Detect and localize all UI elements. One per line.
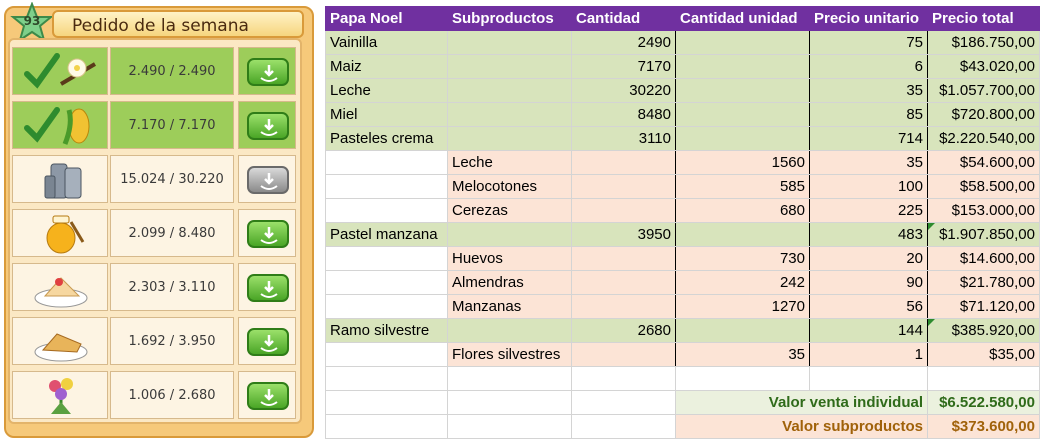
cream-cake-icon — [21, 266, 101, 315]
deliver-button[interactable] — [247, 328, 289, 356]
cell[interactable]: 75 — [810, 31, 928, 55]
order-item-icon-cell — [12, 155, 108, 203]
cell[interactable]: 20 — [810, 247, 928, 271]
cell[interactable] — [448, 55, 572, 79]
deliver-button[interactable] — [247, 382, 289, 410]
product-row — [326, 55, 1040, 79]
order-progress: 2.099 / 8.480 — [110, 209, 234, 257]
cell[interactable] — [326, 295, 448, 319]
order-progress: 15.024 / 30.220 — [110, 155, 234, 203]
flower-bouquet-icon — [21, 374, 101, 423]
deliver-button-cell — [238, 371, 296, 419]
price-table — [325, 6, 1040, 439]
cell[interactable]: 6 — [810, 55, 928, 79]
cell[interactable]: 1270 — [676, 295, 810, 319]
subproduct-row — [326, 343, 1040, 367]
cell[interactable] — [448, 367, 572, 391]
cell[interactable]: 144 — [810, 319, 928, 343]
total-label[interactable]: Valor subproductos — [676, 415, 928, 439]
cell[interactable]: $186.750,00 — [928, 31, 1040, 55]
cell[interactable] — [448, 391, 572, 415]
cell[interactable]: Cerezas — [448, 199, 572, 223]
cell[interactable]: 7170 — [572, 55, 676, 79]
cell[interactable]: $720.800,00 — [928, 103, 1040, 127]
product-row — [326, 31, 1040, 55]
header-cell[interactable]: Papa Noel — [326, 7, 448, 31]
order-item-icon-cell — [12, 209, 108, 257]
cell[interactable]: 242 — [676, 271, 810, 295]
cell[interactable] — [676, 103, 810, 127]
deliver-button-cell — [238, 263, 296, 311]
cell[interactable]: 225 — [810, 199, 928, 223]
cell[interactable]: $153.000,00 — [928, 199, 1040, 223]
cell[interactable] — [448, 319, 572, 343]
cell[interactable]: Miel — [326, 103, 448, 127]
product-row — [326, 103, 1040, 127]
deliver-button-cell — [238, 47, 296, 95]
cell[interactable]: $1.907.850,00 — [928, 223, 1040, 247]
cell[interactable] — [676, 367, 810, 391]
cell[interactable] — [326, 415, 448, 439]
order-item-icon-cell — [12, 317, 108, 365]
order-row — [12, 316, 298, 366]
subproduct-row — [326, 295, 1040, 319]
honey-jar-icon — [21, 212, 101, 261]
cell[interactable]: 1 — [810, 343, 928, 367]
header-cell[interactable]: Precio unitario — [810, 7, 928, 31]
cell[interactable] — [572, 271, 676, 295]
deliver-button-cell — [238, 209, 296, 257]
subproduct-row — [326, 175, 1040, 199]
cell[interactable]: 2490 — [572, 31, 676, 55]
subproduct-row — [326, 199, 1040, 223]
apple-pie-icon — [21, 320, 101, 369]
cell[interactable]: $71.120,00 — [928, 295, 1040, 319]
subproduct-row — [326, 151, 1040, 175]
deliver-button-cell — [238, 155, 296, 203]
cell[interactable] — [572, 295, 676, 319]
cell[interactable]: Leche — [326, 79, 448, 103]
milk-cans-icon — [21, 158, 101, 207]
cell[interactable] — [676, 127, 810, 151]
order-item-icon-cell — [12, 47, 108, 95]
cell[interactable]: $385.920,00 — [928, 319, 1040, 343]
cell[interactable]: 680 — [676, 199, 810, 223]
cell[interactable] — [448, 103, 572, 127]
cell[interactable]: 1560 — [676, 151, 810, 175]
deliver-button-cell — [238, 317, 296, 365]
deliver-button[interactable] — [247, 58, 289, 86]
blank-row — [326, 367, 1040, 391]
cell[interactable]: 56 — [810, 295, 928, 319]
cell[interactable]: $2.220.540,00 — [928, 127, 1040, 151]
total-row-individual — [326, 391, 1040, 415]
cell[interactable] — [572, 151, 676, 175]
cell[interactable] — [676, 55, 810, 79]
cell[interactable]: Manzanas — [448, 295, 572, 319]
cell[interactable]: 3110 — [572, 127, 676, 151]
total-value[interactable]: $6.522.580,00 — [928, 391, 1040, 415]
product-row — [326, 79, 1040, 103]
order-item-icon-cell — [12, 371, 108, 419]
deliver-button-cell — [238, 101, 296, 149]
cell[interactable]: Leche — [448, 151, 572, 175]
cell[interactable]: Pastel manzana — [326, 223, 448, 247]
cell[interactable]: $35,00 — [928, 343, 1040, 367]
cell[interactable]: $14.600,00 — [928, 247, 1040, 271]
total-row-subproducts — [326, 415, 1040, 439]
cell[interactable]: 3950 — [572, 223, 676, 247]
cell[interactable]: Ramo silvestre — [326, 319, 448, 343]
subproduct-row — [326, 271, 1040, 295]
header-cell[interactable]: Subproductos — [448, 7, 572, 31]
cell[interactable] — [326, 247, 448, 271]
cell[interactable] — [326, 367, 448, 391]
header-cell[interactable]: Precio total — [928, 7, 1040, 31]
cell[interactable] — [676, 223, 810, 247]
cell[interactable] — [448, 415, 572, 439]
cell[interactable]: 100 — [810, 175, 928, 199]
cell[interactable] — [448, 31, 572, 55]
cell[interactable]: 35 — [676, 343, 810, 367]
order-progress: 2.490 / 2.490 — [110, 47, 234, 95]
cell[interactable] — [326, 271, 448, 295]
cell[interactable] — [572, 199, 676, 223]
cell[interactable] — [676, 319, 810, 343]
cell[interactable]: $54.600,00 — [928, 151, 1040, 175]
order-row — [12, 100, 298, 150]
cell[interactable]: 2680 — [572, 319, 676, 343]
cell[interactable]: 85 — [810, 103, 928, 127]
weekly-order-panel — [0, 0, 318, 444]
panel-title: Pedido de la semana — [72, 16, 249, 36]
cell[interactable]: $58.500,00 — [928, 175, 1040, 199]
cell[interactable] — [572, 391, 676, 415]
spreadsheet — [325, 6, 1045, 444]
cell[interactable]: Maiz — [326, 55, 448, 79]
cell[interactable]: Vainilla — [326, 31, 448, 55]
corn-icon — [21, 104, 101, 153]
cell[interactable]: $1.057.700,00 — [928, 79, 1040, 103]
order-progress: 1.692 / 3.950 — [110, 317, 234, 365]
cell[interactable]: 730 — [676, 247, 810, 271]
cell[interactable]: Almendras — [448, 271, 572, 295]
cell[interactable] — [326, 199, 448, 223]
panel-title-bar — [52, 10, 304, 38]
cell[interactable] — [326, 391, 448, 415]
cell[interactable] — [326, 175, 448, 199]
cell[interactable] — [326, 151, 448, 175]
order-progress: 2.303 / 3.110 — [110, 263, 234, 311]
cell[interactable]: 714 — [810, 127, 928, 151]
cell[interactable]: Flores silvestres — [448, 343, 572, 367]
cell[interactable] — [572, 415, 676, 439]
cell[interactable] — [928, 367, 1040, 391]
deliver-button[interactable] — [247, 274, 289, 302]
cell[interactable] — [572, 343, 676, 367]
order-row — [12, 154, 298, 204]
cell[interactable]: 30220 — [572, 79, 676, 103]
order-list — [8, 38, 302, 424]
subproduct-row — [326, 247, 1040, 271]
cell[interactable] — [448, 127, 572, 151]
product-row — [326, 127, 1040, 151]
cell[interactable]: $43.020,00 — [928, 55, 1040, 79]
cell[interactable]: 8480 — [572, 103, 676, 127]
cell[interactable] — [448, 223, 572, 247]
cell[interactable] — [326, 343, 448, 367]
total-value[interactable]: $373.600,00 — [928, 415, 1040, 439]
cell[interactable]: Pasteles crema — [326, 127, 448, 151]
order-row — [12, 208, 298, 258]
cell[interactable] — [448, 79, 572, 103]
order-progress: 7.170 / 7.170 — [110, 101, 234, 149]
cell[interactable]: 35 — [810, 79, 928, 103]
cell[interactable]: 483 — [810, 223, 928, 247]
deliver-button[interactable] — [247, 220, 289, 248]
header-cell[interactable]: Cantidad — [572, 7, 676, 31]
cell[interactable] — [572, 367, 676, 391]
cell[interactable]: Huevos — [448, 247, 572, 271]
level-number: 93 — [23, 14, 41, 28]
cell[interactable]: $21.780,00 — [928, 271, 1040, 295]
cell[interactable]: Melocotones — [448, 175, 572, 199]
order-item-icon-cell — [12, 101, 108, 149]
total-label[interactable]: Valor venta individual — [676, 391, 928, 415]
cell[interactable]: 90 — [810, 271, 928, 295]
product-row — [326, 319, 1040, 343]
header-cell[interactable]: Cantidad unidad — [676, 7, 810, 31]
deliver-button[interactable] — [247, 166, 289, 194]
order-row — [12, 46, 298, 96]
cell[interactable] — [676, 31, 810, 55]
cell[interactable] — [572, 247, 676, 271]
header-row — [326, 7, 1040, 31]
cell[interactable] — [572, 175, 676, 199]
cell[interactable]: 35 — [810, 151, 928, 175]
order-progress: 1.006 / 2.680 — [110, 371, 234, 419]
deliver-button[interactable] — [247, 112, 289, 140]
cell[interactable] — [676, 79, 810, 103]
vanilla-icon — [21, 50, 101, 99]
cell[interactable]: 585 — [676, 175, 810, 199]
order-item-icon-cell — [12, 263, 108, 311]
cell[interactable] — [810, 367, 928, 391]
order-row — [12, 262, 298, 312]
product-row — [326, 223, 1040, 247]
order-row — [12, 370, 298, 420]
